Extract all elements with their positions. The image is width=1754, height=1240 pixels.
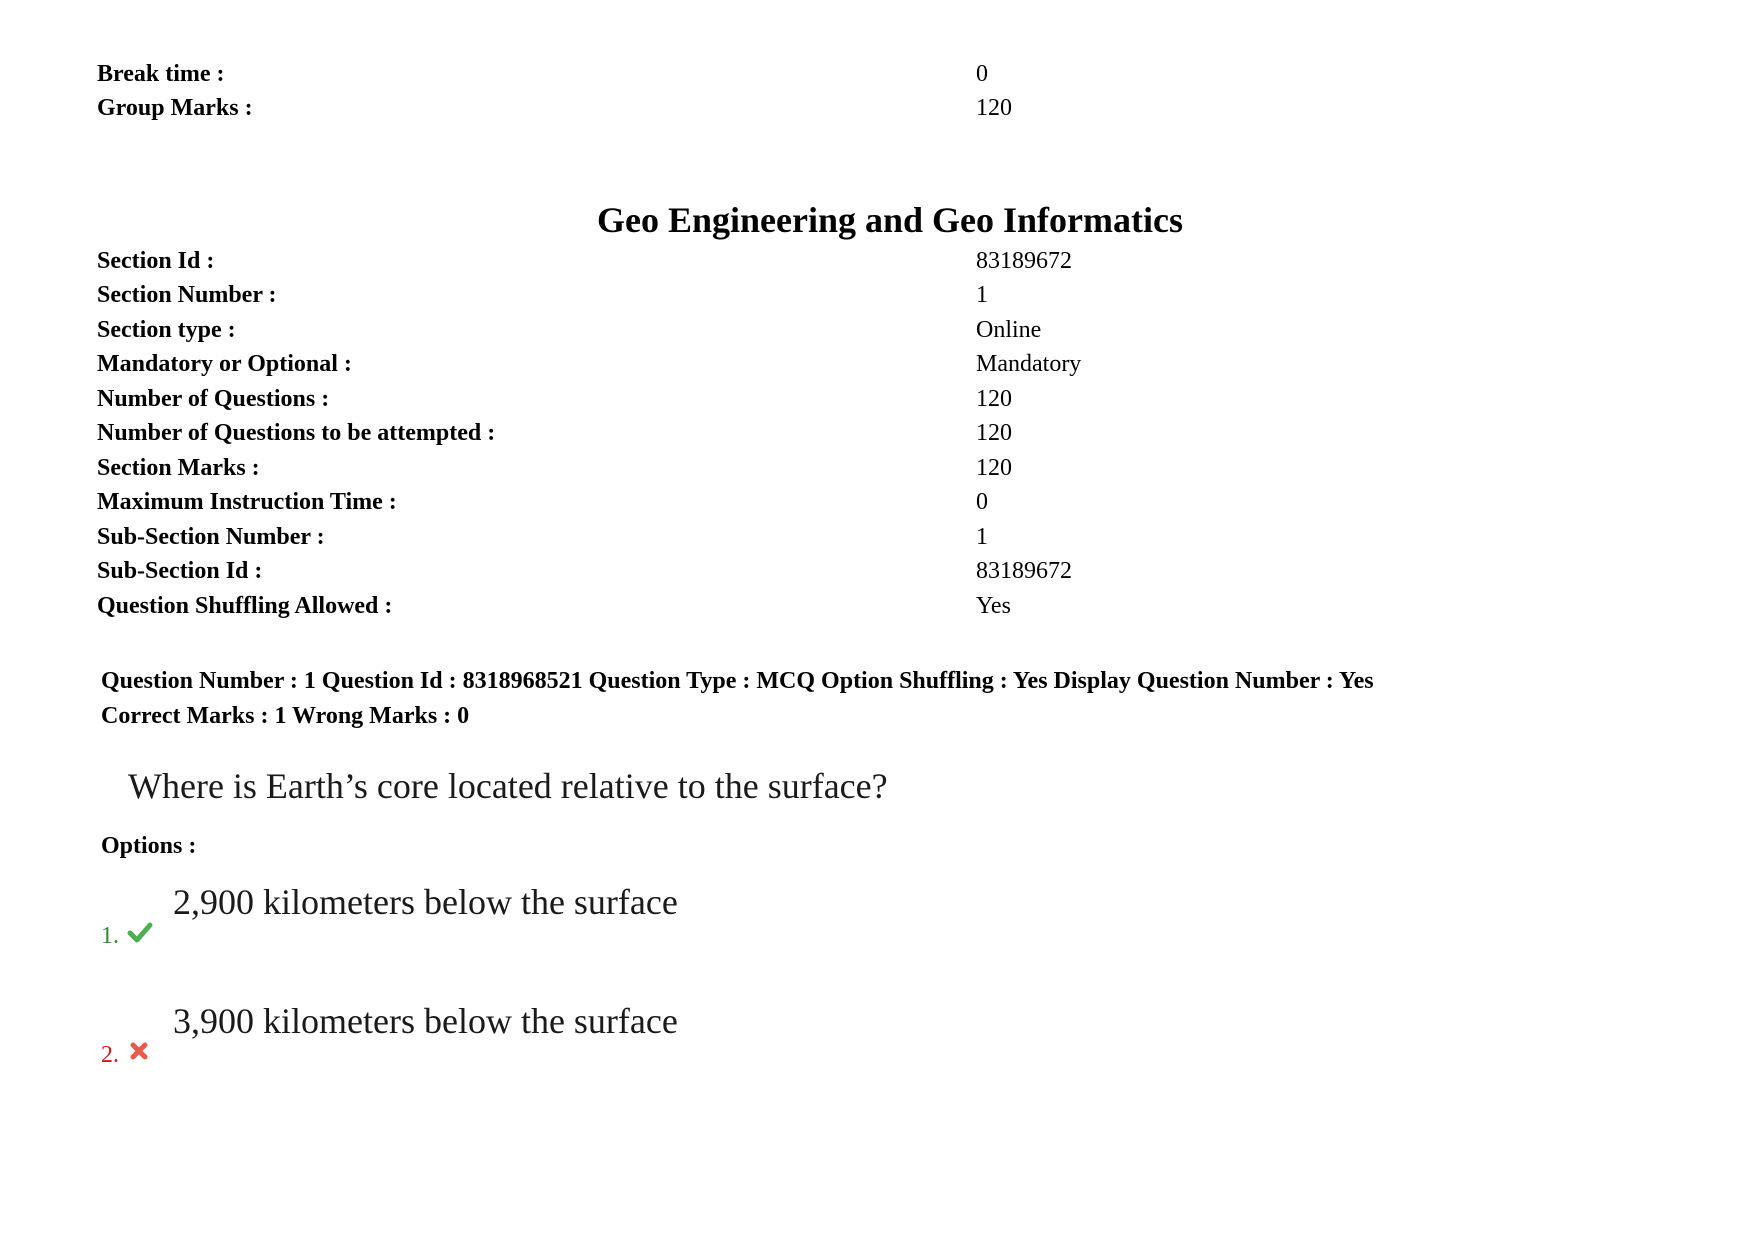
field-label: Sub-Section Number :: [97, 523, 325, 550]
field-value: 120: [976, 385, 1012, 412]
field-value: 120: [976, 420, 1012, 447]
check-icon: [127, 920, 153, 946]
field-value: 1: [976, 523, 988, 550]
section-title: Geo Engineering and Geo Informatics: [597, 200, 1183, 240]
group-marks-row: [97, 92, 1657, 127]
option-item: [101, 878, 1001, 958]
section-marks-row: [97, 451, 1657, 486]
field-value: 1: [976, 282, 988, 309]
cross-icon: [127, 1039, 153, 1065]
option-text: 2,900 kilometers below the surface: [173, 882, 678, 922]
group-info: [97, 57, 1657, 126]
field-label: Mandatory or Optional :: [97, 351, 352, 378]
field-label: Maximum Instruction Time :: [97, 489, 397, 516]
field-label: Section Id :: [97, 247, 215, 274]
marks-meta-line: Correct Marks : 1 Wrong Marks : 0: [101, 703, 470, 729]
field-value: Online: [976, 316, 1042, 343]
option-number: 2.: [101, 1042, 119, 1068]
option-item: [101, 997, 1001, 1077]
question-text: Where is Earth’s core located relative to the surface?: [128, 766, 888, 806]
break-time-row: [97, 57, 1657, 92]
field-label: Section Number :: [97, 282, 277, 309]
field-value: 120: [976, 454, 1012, 481]
field-label: Number of Questions :: [97, 385, 330, 412]
field-value: Mandatory: [976, 351, 1082, 378]
field-value: 0: [976, 489, 988, 516]
field-value: 83189672: [976, 558, 1072, 585]
questions-to-attempt-row: [97, 417, 1657, 452]
field-label: Section Marks :: [97, 454, 260, 481]
option-text: 3,900 kilometers below the surface: [173, 1001, 678, 1041]
options-label: Options :: [101, 833, 197, 859]
field-label: Group Marks :: [97, 95, 253, 122]
field-label: Number of Questions to be attempted :: [97, 420, 496, 447]
sub-section-number-row: [97, 520, 1657, 555]
question-meta-line: Question Number : 1 Question Id : 8318968521 Question Type : MCQ Option Shuffling : Yes Display Question Number : Yes: [101, 668, 1374, 694]
section-type-row: [97, 313, 1657, 348]
field-label: Section type :: [97, 316, 236, 343]
field-value: Yes: [976, 592, 1011, 619]
section-number-row: [97, 279, 1657, 314]
question-count-row: [97, 382, 1657, 417]
section-id-row: [97, 244, 1657, 279]
question-meta: [101, 664, 1374, 734]
instruction-time-row: [97, 486, 1657, 521]
mandatory-row: [97, 348, 1657, 383]
field-label: Question Shuffling Allowed :: [97, 592, 393, 619]
field-label: Break time :: [97, 60, 225, 87]
field-value: 0: [976, 60, 988, 87]
field-value: 120: [976, 95, 1012, 122]
option-number: 1.: [101, 923, 119, 949]
sub-section-id-row: [97, 555, 1657, 590]
field-label: Sub-Section Id :: [97, 558, 263, 585]
shuffling-row: [97, 589, 1657, 624]
section-info: [97, 244, 1657, 624]
field-value: 83189672: [976, 247, 1072, 274]
